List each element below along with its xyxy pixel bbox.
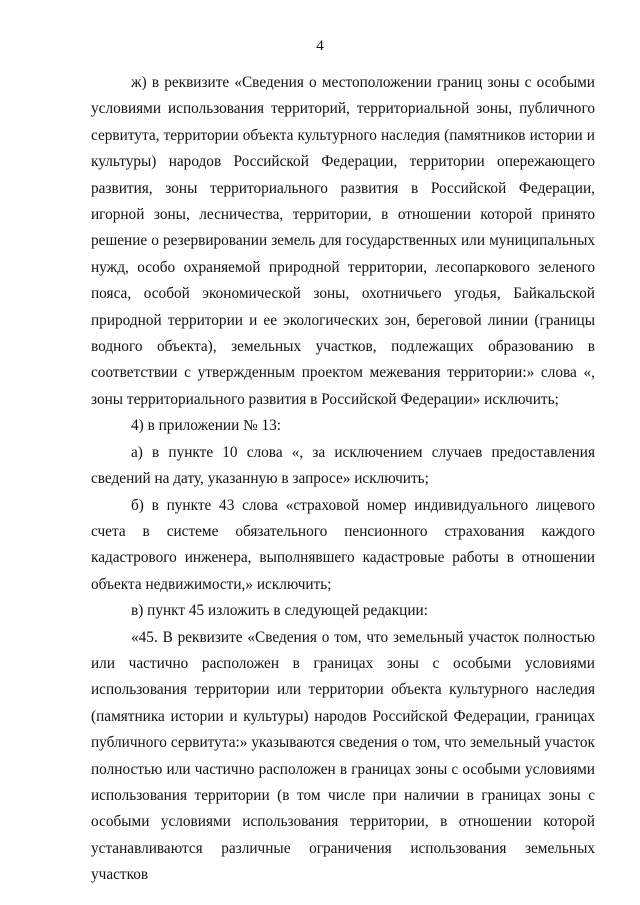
paragraph-zh-requisite: ж) в реквизите «Сведения о местоположении границ зоны с особыми условиями использования территорий, территориальной зоны, публичного сервитута, территории объекта культурного наследия (памятников истории и культуры) народов Российской Федерации, территории опережающего развития, зоны территориального развития в Российской Федерации, игорной зоны, лесничества, территории, в отношении которой принято решение о резервировании земель для государственных или муниципальных нужд, особо охраняемой природной территории, лесопаркового зеленого пояса, особой экономической зоны, охотничьего угодья, Байкальской природной территории и ее экологических зон, береговой линии (границы водного объекта), земельных участков, подлежащих образованию в соответствии с утвержденным проектом межевания территории:» слова «, зоны территориального развития в Российской Федерации» исключить; <box>91 74 595 408</box>
paragraph-appendix-13: 4) в приложении № 13: <box>131 417 282 435</box>
paragraph-item-45: «45. В реквизите «Сведения о том, что земельный участок полностью или частично расположен в границах зоны с особыми условиями использования территории или территории объекта культурного наследия (памятника истории и культуры) народов Российской Федерации, границах публичного сервитута:» указываются сведения о том, что земельный участок полностью или частично расположен в границах зоны с особыми условиями использования территории (в том числе при наличии в границах зоны с особыми условиями использования территории, в отношении которой устанавливаются различные ограничения использования земельных участков <box>91 628 595 884</box>
paragraph-item-b: б) в пункте 43 слова «страховой номер индивидуального лицевого счета в системе обязательного пенсионного страхования каждого кадастрового инженера, выполнявшего кадастровые работы в отношении объекта недвижимости,» исключить; <box>91 496 595 593</box>
document-body <box>91 70 595 889</box>
paragraph-item-a: а) в пункте 10 слова «, за исключением случаев предоставления сведений на дату, указанную в запросе» исключить; <box>91 443 595 488</box>
page-number: 4 <box>316 38 324 54</box>
paragraph-item-v: в) пункт 45 изложить в следующей редакции: <box>131 602 428 620</box>
